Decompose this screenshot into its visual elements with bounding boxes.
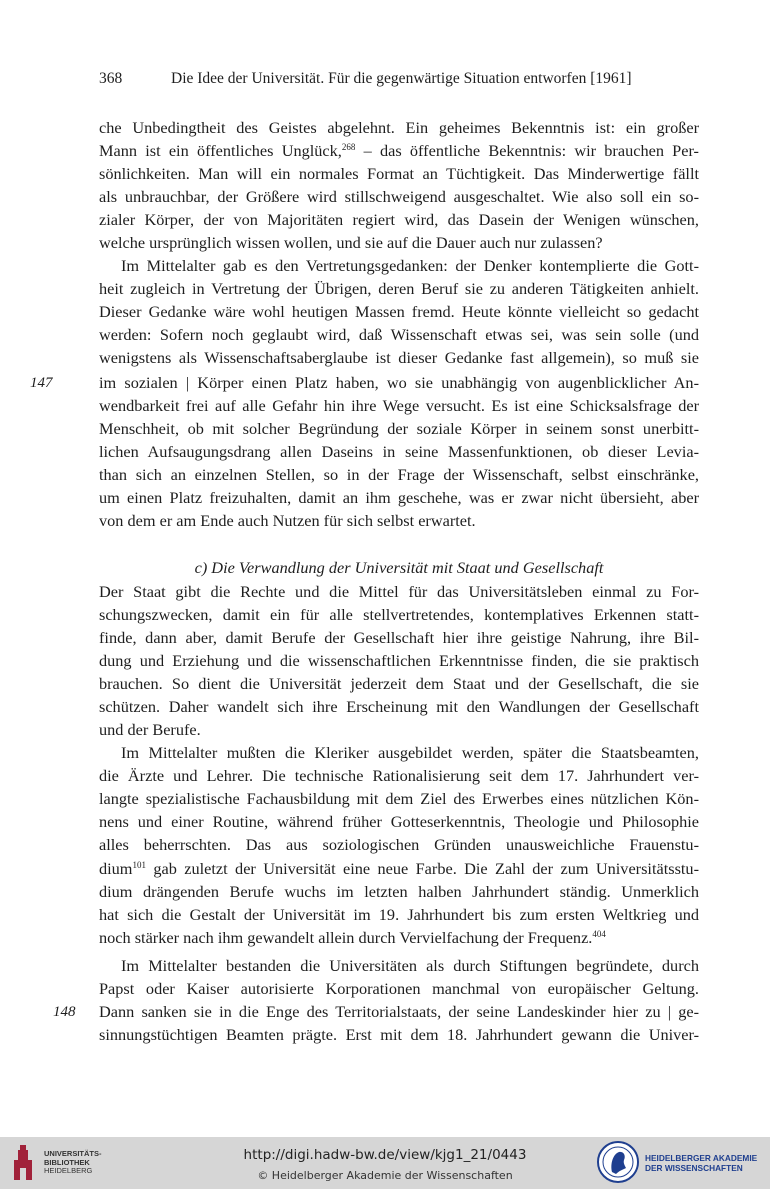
text-line: sinnungstüchtigen Beamten prägte. Erst mit dem 18. Jahrhundert gewann die Univer- <box>99 1025 699 1044</box>
text-line: Menschheit, ob mit solcher Begründung der soziale Körper in seinem sonst unerbitt- <box>99 419 699 438</box>
academy-seal-icon[interactable] <box>596 1140 640 1184</box>
text-line: heit zugleich in Vertretung der Übrigen, deren Beruf sie zu anderen Tätigkeiten anhielt. <box>99 279 699 298</box>
text-line: nens und einer Routine, während früher Gotteserkenntnis, Theologie und Philosophie <box>99 812 699 831</box>
text-line: schungszwecken, damit ein für alle stellvertretendes, kontemplatives Erkennen statt- <box>99 605 699 624</box>
text-line: im sozialen | Körper einen Platz haben, wo sie unabhängig von augenblicklicher An- <box>99 373 699 392</box>
text-line: welche ursprünglich wissen wollen, und sie auf die Dauer auch nur zulassen? <box>99 233 603 252</box>
text-line: sönlichkeiten. Man will ein normales Format an Tüchtigkeit. Das Minderwertige fällt <box>99 164 699 183</box>
text-line: als unbrauchbar, der Größere wird stillschweigend ausgeschaltet. Wie also soll ein so- <box>99 187 699 206</box>
text-line: Im Mittelalter bestanden die Universitäten als durch Stiftungen begründete, durch <box>121 956 699 975</box>
copyright-notice: © Heidelberger Akademie der Wissenschaften <box>257 1169 513 1182</box>
permalink-url[interactable]: http://digi.hadw-bw.de/view/kjg1_21/0443 <box>243 1147 527 1163</box>
text-line: dium drängenden Berufe wuchs im letzten halben Jahrhundert ständig. Unmerklich <box>99 882 699 901</box>
text-line: wendbarkeit frei auf alle Gefahr hin ihre Wege versucht. Es ist eine Schicksalsfrage der <box>99 396 699 415</box>
running-header <box>99 70 699 88</box>
text-line: alles beherrschten. Das aus soziologischen Gründen unausweichliche Frauenstu- <box>99 835 699 854</box>
text-line: die Ärzte und Lehrer. Die technische Rationalisierung seit dem 17. Jahrhundert ver- <box>99 766 699 785</box>
text-line: werden: Sofern noch geglaubt wird, daß Wissenschaft etwas sei, was sein solle (und <box>99 325 699 344</box>
text-line: wenigstens als Wissenschaftsaberglaube ist dieser Gedanke fast allgemein), so muß sie <box>99 348 699 367</box>
page-number: 368 <box>99 70 123 87</box>
text-line: zialer Körper, der von Majoritäten regiert wird, das Dasein der Wenigen wünschen, <box>99 210 699 229</box>
running-title: Die Idee der Universität. Für die gegenwärtige Situation entworfen [1961] <box>171 70 632 87</box>
text-line: che Unbedingtheit des Geistes abgelehnt. Ein geheimes Bekenntnis ist: ein großer <box>99 118 699 137</box>
text-line: dium$^{101}$ gab zuletzt der Universität eine neue Farbe. Die Zahl der zum Universitätsstu- <box>99 859 699 878</box>
footnote-ref[interactable]: 101 <box>132 860 146 870</box>
footer-bar <box>0 1137 770 1189</box>
text-line: Dann sanken sie in die Enge des Territorialstaats, der seine Landeskinder hier zu | ge- <box>99 1002 699 1021</box>
university-library-wordmark: UNIVERSITÄTS- BIBLIOTHEK HEIDELBERG <box>44 1149 102 1175</box>
text-line: und der Berufe. <box>99 720 201 739</box>
margin-page-number: 147 <box>30 375 53 391</box>
text-line: dung und Erziehung und die wissenschaftlichen Erkenntnisse finden, die sie praktisch <box>99 651 699 670</box>
text-line: Im Mittelalter mußten die Kleriker ausgebildet werden, später die Staatsbeamten, <box>121 743 699 762</box>
text-line: noch stärker nach ihm gewandelt allein durch Vervielfachung der Frequenz.$^{404}$ <box>99 928 606 947</box>
text-line: lichen Aufsaugungsdrang allen Daseins in seine Massenfunktionen, ob dieser Levia- <box>99 442 699 461</box>
text-line: finde, dann aber, damit Berufe der Gesellschaft hier ihre geistige Nahrung, ihre Bil- <box>99 628 699 647</box>
text-line: Im Mittelalter gab es den Vertretungsgedanken: der Denker kontemplierte die Gott- <box>121 256 699 275</box>
text-line: hat sich die Gestalt der Universität im 19. Jahrhundert bis zum ersten Weltkrieg und <box>99 905 699 924</box>
footnote-ref[interactable]: 268 <box>341 142 356 152</box>
text-line: Der Staat gibt die Rechte und die Mittel für das Universitätsleben einmal zu For- <box>99 582 699 601</box>
text-line: um einen Platz freizuhalten, damit an ihm geschehe, was er zwar nicht übersieht, aber <box>99 488 699 507</box>
text-line: von dem er am Ende auch Nutzen für sich selbst erwartet. <box>99 511 476 530</box>
academy-wordmark: HEIDELBERGER AKADEMIE DER WISSENSCHAFTEN <box>645 1153 758 1173</box>
footnote-ref[interactable]: 404 <box>592 929 606 939</box>
text-line: Dieser Gedanke wäre wohl heutigen Massen fremd. Heute könnte vielleicht so gedacht <box>99 302 699 321</box>
text-line: brauchen. So dient die Universität jederzeit dem Staat und der Gesellschaft, die sie <box>99 674 699 693</box>
text-line: Mann ist ein öffentliches Unglück,$^{268}$ – das öffentliche Bekenntnis: wir brauchen Per- <box>99 141 699 160</box>
text-line: schützen. Daher wandelt sich ihre Erscheinung mit den Wandlungen der Gesellschaft <box>99 697 699 716</box>
text-line: than sich an einzelnen Stellen, so in der Frage der Wissenschaft, selbst einschränke, <box>99 465 699 484</box>
section-heading: c) Die Verwandlung der Universität mit Staat und Gesellschaft <box>194 558 604 577</box>
margin-page-number: 148 <box>53 1004 76 1020</box>
text-line: Papst oder Kaiser autorisierte Korporationen manchmal von europäischer Geltung. <box>99 979 699 998</box>
text-line: langte spezialistische Fachausbildung mit dem Ziel des Erwerbes eines nützlichen Kön- <box>99 789 699 808</box>
